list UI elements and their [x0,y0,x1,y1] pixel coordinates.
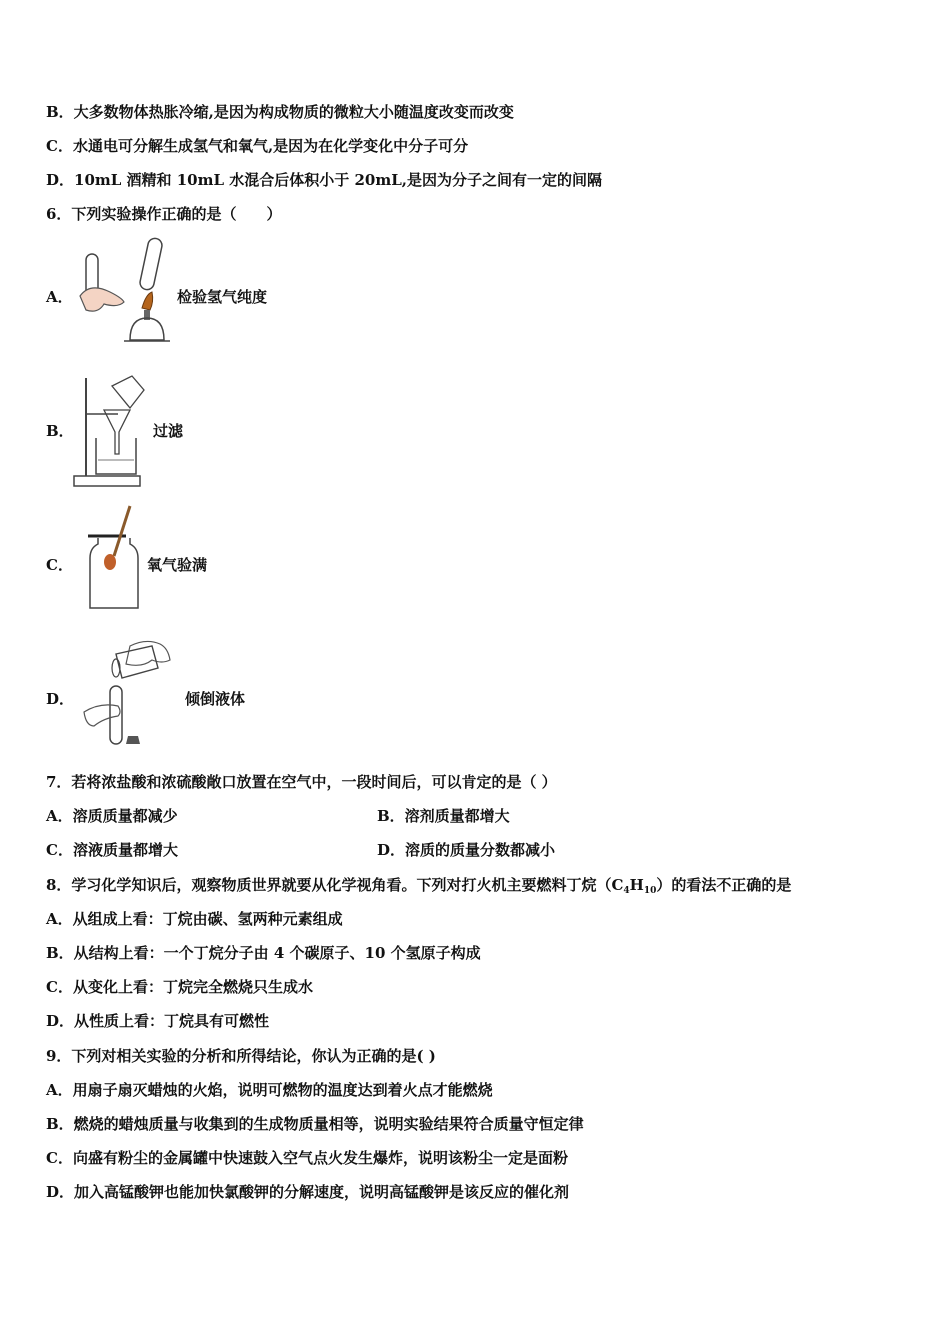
q7-option-d: D．溶质的质量分数都减小 [377,841,556,859]
q8-stem-pre: 8．学习化学知识后，观察物质世界就要从化学视角看。下列对打火机主要燃料丁烷（C [46,876,624,894]
q8-stem [46,875,791,901]
q5-option-b: B．大多数物体热胀冷缩,是因为构成物质的微粒大小随温度改变而改变 [46,103,514,121]
hydrogen-purity-test-figure [72,236,172,344]
q9-option-a: A．用扇子扇灭蜡烛的火焰，说明可燃物的温度达到着火点才能燃烧 [46,1081,493,1099]
q6-option-a-caption: 检验氢气纯度 [177,288,268,306]
pouring-liquid-figure [80,632,180,748]
oxygen-full-test-figure [86,502,146,612]
q7-option-b: B．溶剂质量都增大 [377,807,510,825]
q6-option-d-caption: 倾倒液体 [185,690,246,708]
q6-option-a-letter: A． [46,288,73,306]
q6-stem: 6．下列实验操作正确的是（ ） [46,205,282,223]
q8-option-d: D．从性质上看：丁烷具有可燃性 [46,1012,270,1030]
q5-option-c: C．水通电可分解生成氢气和氧气,是因为在化学变化中分子可分 [46,137,469,155]
q7-option-a: A．溶质质量都减少 [46,807,178,825]
q6-option-c-caption: 氧气验满 [147,556,208,574]
q8-h: H [629,876,644,894]
q8-option-b: B．从结构上看：一个丁烷分子由 4 个碳原子、10 个氢原子构成 [46,944,481,962]
q9-stem: 9．下列对相关实验的分析和所得结论，你认为正确的是( ) [46,1047,436,1065]
q6-option-c-letter: C． [46,556,73,574]
q7-stem: 7．若将浓盐酸和浓硫酸敞口放置在空气中，一段时间后，可以肯定的是（ ） [46,773,557,791]
q6-option-b-caption: 过滤 [153,422,184,440]
q8-stem-post: ）的看法不正确的是 [656,876,792,894]
q9-option-b: B．燃烧的蜡烛质量与收集到的生成物质量相等，说明实验结果符合质量守恒定律 [46,1115,584,1133]
filtration-figure [72,372,150,490]
q7-option-c: C．溶液质量都增大 [46,841,178,859]
q8-option-a: A．从组成上看：丁烷由碳、氢两种元素组成 [46,910,343,928]
q6-option-b-letter: B． [46,422,74,440]
q8-sub-4: 4 [623,886,630,896]
q9-option-d: D．加入高锰酸钾也能加快氯酸钾的分解速度，说明高锰酸钾是该反应的催化剂 [46,1183,570,1201]
q8-option-c: C．从变化上看：丁烷完全燃烧只生成水 [46,978,313,996]
q8-sub-10: 10 [643,886,657,896]
q9-option-c: C．向盛有粉尘的金属罐中快速鼓入空气点火发生爆炸，说明该粉尘一定是面粉 [46,1149,568,1167]
q6-option-d-letter: D． [46,690,75,708]
q5-option-d: D．10mL 酒精和 10mL 水混合后体积小于 20mL,是因为分子之间有一定的间隔 [46,171,602,189]
